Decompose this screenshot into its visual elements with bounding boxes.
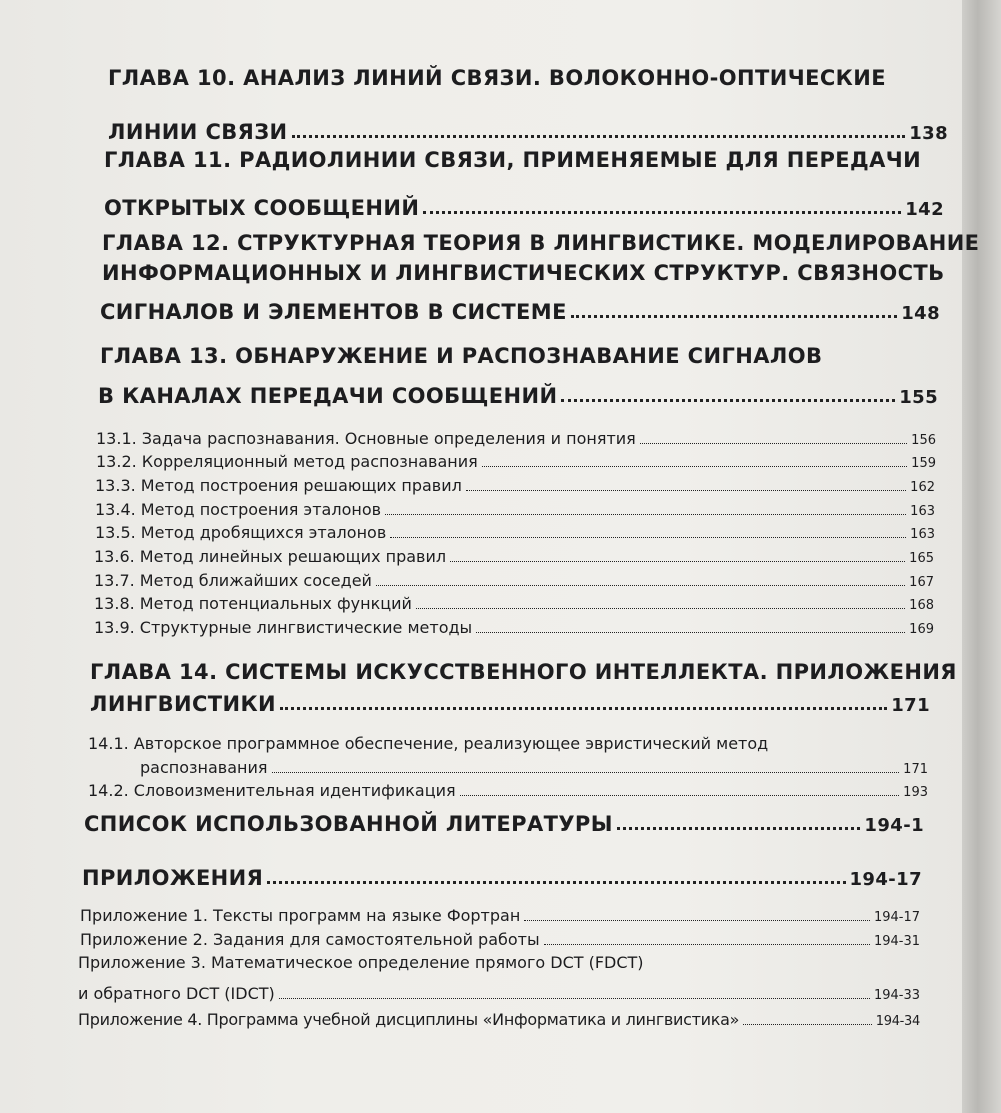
chapter-title: ГЛАВА 13. ОБНАРУЖЕНИЕ И РАСПОЗНАВАНИЕ СИГНАЛОВ	[100, 344, 823, 368]
leader-dots	[267, 881, 845, 884]
leader-dots	[460, 795, 900, 796]
section-title: 14.2. Словоизменительная идентификация	[88, 781, 456, 800]
section-title: распознавания	[140, 758, 268, 777]
leader-dots	[482, 466, 907, 467]
chapter-title: ЛИНИИ СВЯЗИ	[108, 120, 288, 144]
chapter-title: ЛИНГВИСТИКИ	[90, 692, 277, 716]
section-title: 13.6. Метод линейных решающих правил	[94, 547, 447, 566]
leader-dots	[743, 1024, 872, 1025]
section-title: 13.2. Корреляционный метод распознавания	[96, 452, 478, 471]
page-number: 171	[903, 762, 928, 777]
leader-dots	[640, 443, 907, 444]
leader-dots	[466, 490, 906, 491]
page-number: 168	[909, 598, 934, 613]
appendix-title: Приложение 4. Программа учебной дисциплины «Информатика и лингвистика»	[78, 1010, 740, 1029]
page-number: 159	[911, 456, 936, 471]
page-number: 194-31	[873, 934, 920, 949]
toc-appendix	[80, 930, 920, 949]
chapter-title: ГЛАВА 12. СТРУКТУРНАЯ ТЕОРИЯ В ЛИНГВИСТИКЕ. МОДЕЛИРОВАНИЕ	[102, 231, 980, 255]
toc-section	[95, 500, 935, 519]
page-number: 194-34	[875, 1014, 920, 1029]
page-number: 193	[903, 785, 928, 800]
page-number: 194-1	[864, 815, 924, 836]
toc-section	[96, 452, 936, 471]
toc-appendix	[78, 953, 918, 972]
leader-dots	[272, 772, 900, 773]
page-number: 142	[905, 199, 944, 220]
chapter-title: ГЛАВА 14. СИСТЕМЫ ИСКУССТВЕННОГО ИНТЕЛЛЕКТА. ПРИЛОЖЕНИЯ	[90, 660, 957, 684]
toc-section	[88, 781, 928, 800]
section-title: 14.1. Авторское программное обеспечение, реализующее эвристический метод	[88, 734, 769, 753]
leader-dots	[617, 827, 861, 830]
leader-dots	[416, 608, 905, 609]
page-number: 171	[891, 695, 930, 716]
section-title: 13.3. Метод построения решающих правил	[95, 476, 462, 495]
page-number: 163	[910, 504, 935, 519]
page-number: 148	[901, 303, 940, 324]
page-number: 138	[909, 123, 948, 144]
toc-section	[95, 476, 935, 495]
leader-dots	[385, 514, 906, 515]
page-number: 194-33	[873, 988, 920, 1003]
chapter-title: ГЛАВА 11. РАДИОЛИНИИ СВЯЗИ, ПРИМЕНЯЕМЫЕ ДЛЯ ПЕРЕДАЧИ	[104, 148, 922, 172]
toc-section	[94, 571, 934, 590]
appendix-title: Приложение 1. Тексты программ на языке Фортран	[80, 906, 521, 925]
toc-section	[140, 758, 928, 777]
toc-section	[88, 734, 928, 753]
leader-dots	[571, 315, 897, 318]
toc-section	[94, 547, 934, 566]
appendix-title: Приложение 2. Задания для самостоятельной работы	[80, 930, 540, 949]
leader-dots	[390, 537, 906, 538]
toc-section	[94, 618, 934, 637]
page-number: 194-17	[849, 869, 922, 890]
leader-dots	[423, 211, 901, 214]
section-title: 13.1. Задача распознавания. Основные определения и понятия	[96, 429, 636, 448]
toc-appendix	[80, 906, 920, 925]
leader-dots	[280, 707, 887, 710]
leader-dots	[279, 998, 870, 999]
page-number: 165	[909, 551, 934, 566]
leader-dots	[476, 632, 905, 633]
chapter-title: СПИСОК ИСПОЛЬЗОВАННОЙ ЛИТЕРАТУРЫ	[84, 812, 613, 836]
chapter-title: ОТКРЫТЫХ СООБЩЕНИЙ	[104, 196, 420, 220]
chapter-title: СИГНАЛОВ И ЭЛЕМЕНТОВ В СИСТЕМЕ	[100, 300, 567, 324]
chapter-title: ГЛАВА 10. АНАЛИЗ ЛИНИЙ СВЯЗИ. ВОЛОКОННО-ОПТИЧЕСКИЕ	[108, 66, 886, 90]
chapter-title: В КАНАЛАХ ПЕРЕДАЧИ СООБЩЕНИЙ	[98, 384, 558, 408]
toc-appendix	[78, 1010, 920, 1029]
section-title: 13.9. Структурные лингвистические методы	[94, 618, 473, 637]
toc-appendix	[78, 984, 920, 1003]
section-title: 13.4. Метод построения эталонов	[95, 500, 382, 519]
leader-dots	[450, 561, 905, 562]
page-number: 163	[910, 527, 935, 542]
leader-dots	[292, 135, 906, 138]
leader-dots	[376, 585, 905, 586]
toc-section	[94, 594, 934, 613]
appendix-title: и обратного DCT (IDCT)	[78, 984, 275, 1003]
page-number: 194-17	[873, 910, 920, 925]
page-number: 155	[899, 387, 938, 408]
page-number: 169	[909, 622, 934, 637]
leader-dots	[561, 399, 895, 402]
chapter-title: ПРИЛОЖЕНИЯ	[82, 866, 264, 890]
leader-dots	[544, 944, 870, 945]
leader-dots	[524, 920, 870, 921]
page-number: 167	[909, 575, 934, 590]
toc-section	[95, 523, 935, 542]
section-title: 13.8. Метод потенциальных функций	[94, 594, 412, 613]
page-number: 162	[910, 480, 935, 495]
appendix-title: Приложение 3. Математическое определение прямого DCT (FDCT)	[78, 953, 644, 972]
section-title: 13.7. Метод ближайших соседей	[94, 571, 372, 590]
toc-section	[96, 429, 936, 448]
page-number: 156	[911, 433, 936, 448]
section-title: 13.5. Метод дробящихся эталонов	[95, 523, 387, 542]
chapter-title: ИНФОРМАЦИОННЫХ И ЛИНГВИСТИЧЕСКИХ СТРУКТУР. СВЯЗНОСТЬ	[102, 261, 945, 285]
